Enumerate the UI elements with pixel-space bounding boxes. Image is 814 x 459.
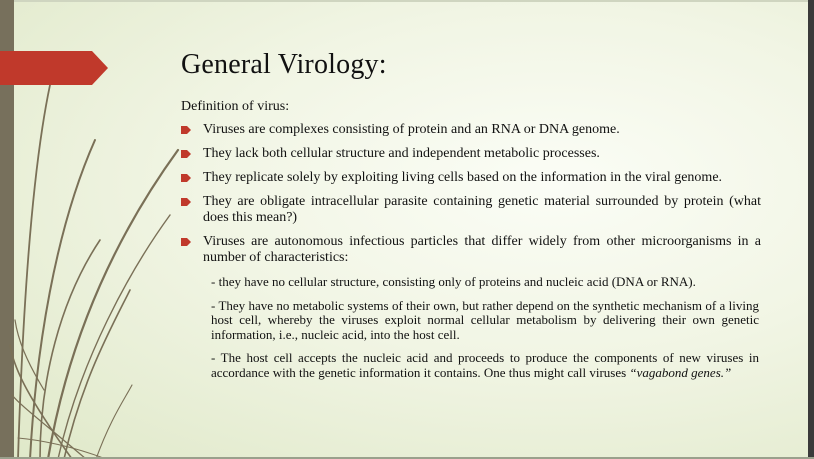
definition-heading: Definition of virus: xyxy=(181,99,290,114)
sub-point-list xyxy=(211,275,759,389)
bullet-text: They are obligate intracellular parasite containing genetic material surrounded by protein (what does this mean?) xyxy=(203,194,761,225)
red-arrow-bullet-icon xyxy=(181,198,191,206)
red-arrow-bullet-icon xyxy=(181,238,191,246)
right-border xyxy=(808,0,814,459)
bullet-item xyxy=(181,146,761,162)
bullet-item xyxy=(181,234,761,266)
bullet-item xyxy=(181,194,761,226)
slide-title: General Virology: xyxy=(181,49,387,80)
bullet-text: They replicate solely by exploiting living cells based on the information in the viral genome. xyxy=(203,170,723,185)
sub-point: - They have no metabolic systems of their own, but rather depend on the synthetic mechanism of a living host cell, whereby the viruses exploit normal cellular metabolism by delivering their own genetic information, i.e., nucleic acid, into the host cell. xyxy=(211,297,759,342)
red-arrow-bullet-icon xyxy=(181,126,191,134)
sub-point: - they have no cellular structure, consisting only of proteins and nucleic acid (DNA or RNA). xyxy=(211,274,696,289)
bullet-list xyxy=(181,122,761,274)
bullet-text: Viruses are complexes consisting of protein and an RNA or DNA genome. xyxy=(203,122,620,137)
vagabond-genes-emphasis: “vagabond genes.” xyxy=(629,364,732,380)
title-arrow-banner xyxy=(0,51,110,85)
bullet-text: They lack both cellular structure and independent metabolic processes. xyxy=(203,146,600,161)
red-arrow-bullet-icon xyxy=(181,174,191,182)
sub-point xyxy=(211,351,759,380)
sub-point-text: - The host cell accepts the nucleic acid and proceeds to produce the components of new viruses in accordance with the genetic information it contains. One thus might call viruses xyxy=(211,350,759,380)
bullet-item xyxy=(181,170,761,186)
bullet-item xyxy=(181,122,761,138)
bullet-text: Viruses are autonomous infectious particles that differ widely from other microorganisms in a number of characteristics: xyxy=(203,234,761,265)
red-arrow-bullet-icon xyxy=(181,150,191,158)
